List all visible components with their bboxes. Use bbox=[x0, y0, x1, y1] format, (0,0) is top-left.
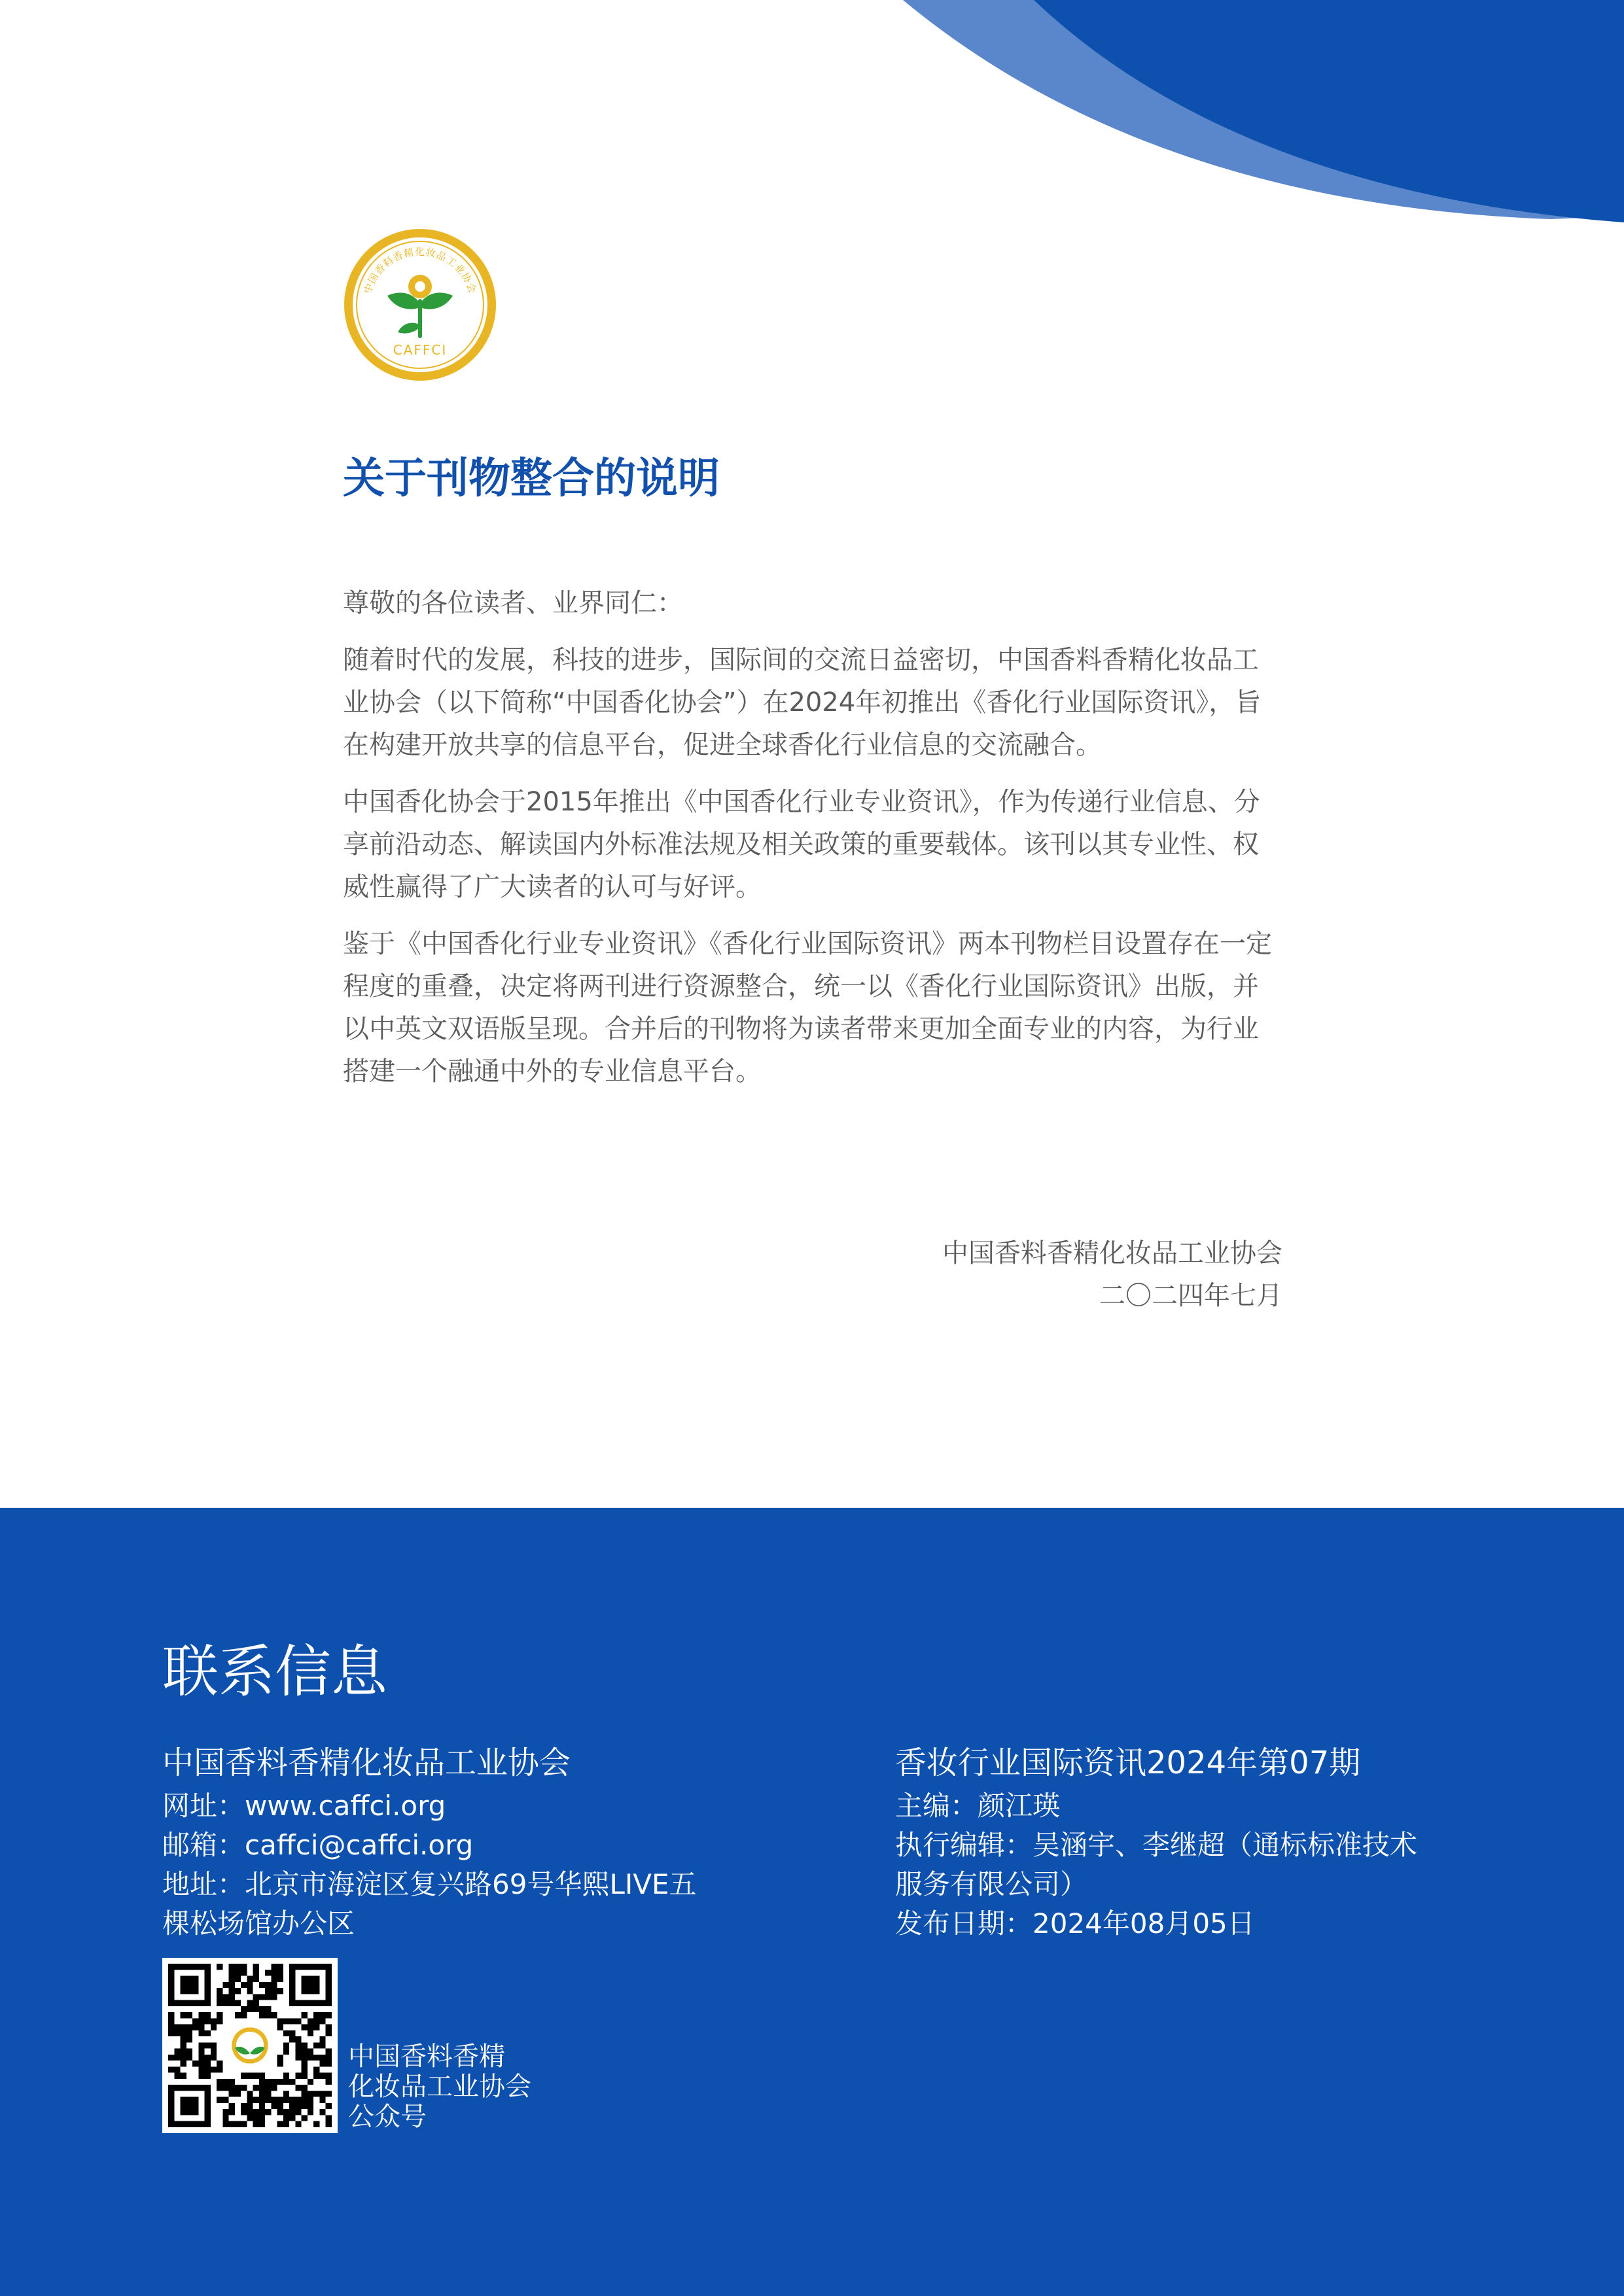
qr-code bbox=[162, 1958, 338, 2133]
signature-block bbox=[720, 1232, 1282, 1317]
signature-org: 中国香料香精化妆品工业协会 bbox=[942, 1238, 1282, 1268]
publication-title: 香妆行业国际资讯2024年第07期 bbox=[895, 1745, 1361, 1781]
paragraph-2: 中国香化协会于2015年推出《中国香化行业专业资讯》，作为传递行业信息、分享前沿动态、解读国内外标准法规及相关政策的重要载体。该刊以其专业性、权威性赢得了广大读者的认可与好评。 bbox=[343, 787, 1260, 902]
qr-caption-line-2: 化妆品工业协会 bbox=[348, 2072, 531, 2102]
release-date: 发布日期：2024年08月05日 bbox=[895, 1907, 1255, 1939]
website-link[interactable]: 网址：www.caffci.org bbox=[162, 1790, 446, 1822]
contact-title: 联系信息 bbox=[162, 1639, 387, 1705]
signature-date: 二〇二四年七月 bbox=[1099, 1281, 1282, 1311]
qr-caption-line-1: 中国香料香精 bbox=[348, 2042, 505, 2072]
paragraph-1: 随着时代的发展，科技的进步，国际间的交流日益密切，中国香料香精化妆品工业协会（以下简称“中国香化协会”）在2024年初推出《香化行业国际资讯》，旨在构建开放共享的信息平台，促进全球香化行业信息的交流融合。 bbox=[343, 645, 1262, 760]
contact-info bbox=[162, 1739, 751, 1943]
address-line-2: 棵松场馆办公区 bbox=[162, 1907, 355, 1939]
chief-editor: 主编：颜江瑛 bbox=[895, 1790, 1061, 1822]
notice-title: 关于刊物整合的说明 bbox=[343, 455, 720, 503]
publication-info bbox=[895, 1739, 1471, 1943]
email-link[interactable]: 邮箱：caffci@caffci.org bbox=[162, 1829, 474, 1861]
logo-ring-text: 中国香料香精化妆品工业协会 bbox=[361, 246, 479, 296]
qr-caption bbox=[348, 2042, 531, 2132]
contact-footer bbox=[0, 1508, 1624, 2296]
logo-abbr: CAFFCI bbox=[393, 342, 448, 358]
notice-body bbox=[343, 582, 1282, 1107]
qr-caption-line-3: 公众号 bbox=[348, 2102, 427, 2132]
paragraph-3: 鉴于《中国香化行业专业资讯》《香化行业国际资讯》两本刊物栏目设置存在一定程度的重叠，决定将两刊进行资源整合，统一以《香化行业国际资讯》出版，并以中英文双语版呈现。合并后的刊物将为读者带来更加全面专业的内容，为行业搭建一个融通中外的专业信息平台。 bbox=[343, 929, 1272, 1087]
org-name: 中国香料香精化妆品工业协会 bbox=[162, 1745, 571, 1781]
salutation: 尊敬的各位读者、业界同仁： bbox=[343, 588, 683, 618]
address-line-1: 地址：北京市海淀区复兴路69号华熙LIVE五 bbox=[162, 1868, 697, 1900]
caffci-logo bbox=[342, 226, 499, 383]
exec-editor-line-2: 服务有限公司） bbox=[895, 1868, 1088, 1900]
corner-wave-decoration bbox=[0, 0, 1624, 235]
exec-editor-line-1: 执行编辑：吴涵宇、李继超（通标标准技术 bbox=[895, 1829, 1418, 1861]
